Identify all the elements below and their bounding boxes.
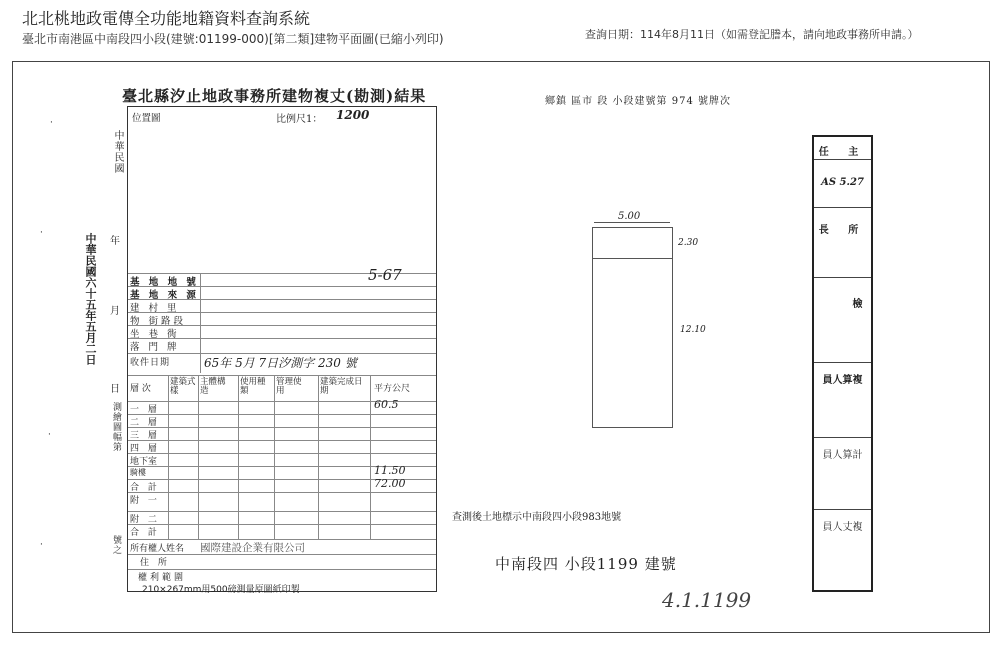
- col-line: [274, 375, 275, 539]
- floor-label: 合 計: [130, 483, 160, 493]
- floor-label: 合 計: [130, 528, 160, 538]
- left-label-zhonghuaminguo: 中華民國: [112, 130, 123, 174]
- row-label: 物 街路段: [130, 316, 187, 327]
- margin-mark: ·: [50, 118, 53, 128]
- row-value: 5-67: [368, 266, 402, 284]
- date-stamp: 中華民國六十五年五月二日: [84, 233, 97, 365]
- row-label: 收件日期: [130, 358, 171, 368]
- owner-row: [128, 539, 436, 554]
- col-line: [370, 375, 371, 539]
- form-row: [128, 353, 436, 374]
- side-item: 任 主: [818, 147, 867, 158]
- table-row: [128, 492, 436, 505]
- plan-width-dim: 5.00: [618, 211, 641, 222]
- side-item: 員人算複: [822, 375, 863, 386]
- document-subtitle: 臺北市南港區中南段四小段(建號:01199-000)[第二類]建物平面圖(已縮小列印): [22, 32, 444, 46]
- system-title: 北北桃地政電傳全功能地籍資料查詢系統: [22, 9, 311, 28]
- side-line: [814, 207, 871, 208]
- floor-area: 60.5: [374, 398, 399, 411]
- row-label: 建 村 里: [130, 303, 180, 314]
- th-usage: 使用種類: [240, 377, 266, 396]
- left-label-sheet: 測繪圖幅第: [111, 402, 121, 452]
- form-footer: 210×267mm用500磅測量原圖紙印製: [142, 585, 300, 595]
- floor-label: 二 層: [130, 418, 160, 428]
- building-id-typed: 中南段四 小段1199 建號: [495, 555, 677, 573]
- owner-label: 所有權人姓名: [130, 544, 185, 554]
- approval-box: [812, 135, 873, 592]
- plan-divider: [592, 258, 673, 259]
- col-line: [238, 375, 239, 539]
- owner-value: 國際建設企業有限公司: [200, 542, 305, 554]
- row-value: 65年 5月 7日汐測字 230 號: [204, 356, 357, 370]
- form-row: [128, 325, 436, 338]
- table-row: [128, 398, 436, 415]
- col-line: [168, 375, 169, 539]
- table-row: [128, 511, 436, 524]
- table-header-row: [128, 375, 436, 400]
- floor-label: 三 層: [130, 431, 160, 441]
- row-label: 基 地 地 號: [130, 277, 199, 288]
- th-manage: 管理使用: [276, 377, 302, 396]
- row-label: 坐 巷 衖: [130, 329, 180, 340]
- scale-label: 比例尺1：: [276, 114, 323, 125]
- handwritten-number: 4.1.1199: [662, 588, 752, 612]
- table-row: [128, 524, 436, 537]
- side-item: 員人算計: [822, 450, 863, 461]
- margin-mark: ·: [40, 228, 43, 238]
- form-row: [128, 286, 436, 299]
- side-item: 員人丈複: [822, 522, 863, 533]
- col-line: [318, 375, 319, 539]
- floor-label: 地下室: [130, 457, 158, 467]
- side-line: [814, 159, 871, 160]
- table-row: [128, 427, 436, 440]
- side-line: [814, 277, 871, 278]
- side-item: 檢: [852, 299, 863, 310]
- col-line: [198, 375, 199, 539]
- form-title: 臺北縣汐止地政事務所建物複丈(勘測)結果: [122, 87, 427, 105]
- survey-land-note: 查測後土地標示中南段四小段983地號: [452, 512, 622, 523]
- col-line: [200, 273, 201, 373]
- floor-label: 四 層: [130, 444, 160, 454]
- rights-row: [128, 569, 436, 582]
- th-structure: 主體構造: [200, 377, 226, 396]
- left-label-haozhi: 號之: [111, 535, 121, 555]
- form-row: [128, 299, 436, 312]
- floor-label: 附 二: [130, 515, 160, 525]
- row-label: 基 地 來 源: [130, 290, 199, 301]
- left-label-month: 月: [110, 306, 120, 317]
- table-row: [128, 440, 436, 453]
- survey-form-table: [127, 106, 437, 595]
- building-number-line: 鄉鎮 區市 段 小段建號第 974 號牌次: [545, 96, 731, 107]
- th-area: 平方公尺: [374, 384, 411, 394]
- side-line: [814, 362, 871, 363]
- scale-value: 1200: [336, 108, 370, 122]
- table-row: [128, 479, 436, 492]
- rights-label: 權利範圍: [138, 573, 187, 583]
- left-label-day: 日: [110, 384, 120, 395]
- table-row: [128, 414, 436, 427]
- side-line: [814, 509, 871, 510]
- floor-area: 11.50: [374, 464, 406, 477]
- left-label-year: 年: [110, 236, 120, 247]
- floor-label: 騎樓: [130, 468, 146, 477]
- margin-mark: ·: [40, 540, 43, 550]
- form-row: [128, 312, 436, 325]
- th-completion: 建築完成日期: [320, 377, 363, 396]
- form-row: [128, 266, 436, 288]
- position-map-label: 位置圖: [132, 113, 161, 124]
- side-item: 長 所: [818, 225, 867, 236]
- address-row: [128, 554, 436, 567]
- th-floor: 層 次: [130, 384, 151, 394]
- form-row: [128, 338, 436, 351]
- plan-length-dim: 12.10: [680, 325, 706, 335]
- address-label: 住 所: [140, 558, 170, 568]
- th-style: 建築式樣: [170, 377, 196, 396]
- plan-dim-line: [594, 222, 670, 223]
- margin-mark: ·: [48, 430, 51, 440]
- plan-top-dim: 2.30: [678, 238, 699, 248]
- side-item: AS 5.27: [821, 177, 864, 188]
- side-line: [814, 437, 871, 438]
- query-date: 查詢日期：114年8月11日（如需登記謄本，請向地政事務所申請。）: [585, 28, 919, 41]
- floor-label: 附 一: [130, 496, 160, 506]
- floor-area: 72.00: [374, 477, 406, 490]
- floor-label: 一 層: [130, 405, 160, 415]
- row-label: 落 門 牌: [130, 342, 180, 353]
